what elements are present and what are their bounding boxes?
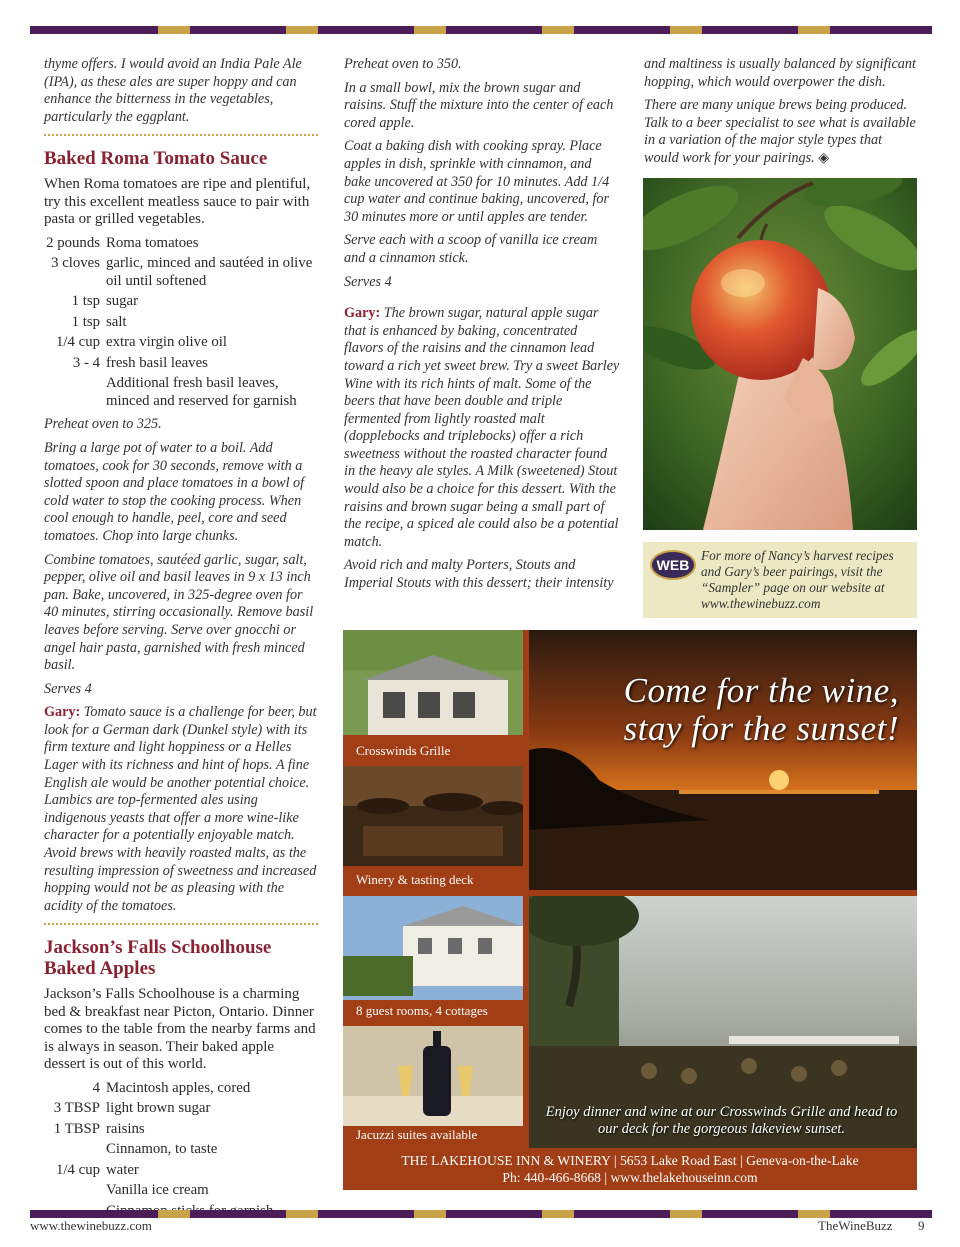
ingredient-row: 1/4 cup extra virgin olive oil <box>56 334 227 351</box>
gary-text: Tomato sauce is a challenge for beer, but look for a German dark (Dunkel style) with its firm texture and light hoppiness or a Helles Lager with its richness and hint of hops. A fine English ale would be another potential choice. Lambics are top-fermented ales using indigenous yeasts that offer a more wine-like character for a potentially enjoyable match. Avoid brews with heavily roasted malts, as the resulting impression of sweetness and increased hopping would not be as pleasing with the acidity of the tomatoes. <box>44 704 317 914</box>
body-paragraph: There are many unique brews being produced. Talk to a beer specialist to see what is available in a variation of the major style types that would work for your pairings. ◈ <box>644 97 916 166</box>
recipe-title-baked-apples: Jackson’s Falls Schoolhouse Baked Apples <box>44 937 272 980</box>
ingredient-row: 1/4 cup water <box>56 1161 139 1178</box>
ad-caption: Crosswinds Grille <box>356 743 451 758</box>
recipe-step: In a small bowl, mix the brown sugar and raisins. Stuff the mixture into the center of each cored apple. <box>344 79 614 131</box>
ad-caption: Jacuzzi suites available <box>356 1127 478 1142</box>
recipe-step: Preheat oven to 350. <box>344 56 462 72</box>
web-info-box <box>643 542 917 618</box>
ingredient-row: 3 cloves garlic, minced and sautéed in olive oil until softened <box>51 255 313 289</box>
guest-rooms-photo <box>343 896 523 1022</box>
footer-website[interactable]: www.thewinebuzz.com <box>30 1218 152 1233</box>
recipe-step: Serve each with a scoop of vanilla ice cream and a cinnamon stick. <box>344 232 598 266</box>
top-border-bar <box>30 26 932 34</box>
gary-pairing-note <box>344 305 620 551</box>
gary-pairing-note <box>44 704 318 915</box>
ingredient-row: 1 tsp sugar <box>71 293 139 310</box>
body-paragraph: and maltiness is usually balanced by significant hopping, which would overpower the dish. <box>644 56 916 90</box>
recipe-title-tomato-sauce: Baked Roma Tomato Sauce <box>44 148 268 170</box>
sunset-photo <box>529 630 917 890</box>
ad-contact-strip <box>343 1148 917 1190</box>
column-right <box>644 56 916 174</box>
recipe-step: Bring a large pot of water to a boil. Add tomatoes, cook for 30 seconds, remove with a slotted spoon and place tomatoes in a bowl of cold water to stop the cooking process. When cool enough to handle, peel, core and seed tomatoes. Chop into large chunks. <box>44 439 305 544</box>
web-badge-icon: WEB <box>650 550 696 580</box>
continued-text: thyme offers. I would avoid an India Pale Ale (IPA), as these ales are super hoppy and can enhance the bitterness in the vegetables, particularly the eggplant. <box>44 56 302 125</box>
ingredient-row: 1 TBSP raisins <box>53 1120 145 1137</box>
ingredient-row: 3 TBSP light brown sugar <box>53 1100 211 1117</box>
ad-caption: Winery & tasting deck <box>356 872 474 887</box>
recipe-step: Preheat oven to 325. <box>44 416 162 433</box>
apple-illustration <box>643 178 917 530</box>
body-paragraph: Avoid rich and malty Porters, Stouts and Imperial Stouts with this dessert; their intensity <box>344 557 614 592</box>
ingredient-list <box>44 235 318 411</box>
gary-text: The brown sugar, natural apple sugar that is enhanced by baking, concentrated flavors of the raisins and the cinnamon lead toward a rich yet sweet brew. Try a sweet Barley Wine with its rich hints of malt. Some of the beers that have been double and triple fermented from lightly roasted malt (dopplebocks and triplebocks) offer a rich sweetness without the roasted character found in the heavy ale styles. A Milk (sweetened) Stout would also be a choice for this dessert. With the raisins and brown sugar being a small part of the recipe, a spiced ale could also be a potential match. <box>344 305 620 550</box>
gary-label: Gary: <box>344 305 381 322</box>
ingredient-row: Vanilla ice cream <box>106 1182 209 1199</box>
tasting-deck-photo <box>343 766 523 890</box>
ingredient-row: 4 Macintosh apples, cored <box>92 1079 251 1096</box>
ad-headline: Come for the wine, stay for the sunset! <box>623 671 899 748</box>
ingredient-row: 1 tsp salt <box>71 313 127 330</box>
page-number: 9 <box>918 1218 925 1233</box>
serves-note: Serves 4 <box>44 680 92 697</box>
web-info-text: For more of Nancy’s harvest recipes and Gary’s beer pairings, visit the “Sampler” page on our website at www.thewinebuzz.com <box>701 548 894 611</box>
dotted-divider <box>44 923 318 925</box>
crosswinds-grille-photo <box>343 630 523 762</box>
ingredient-row: 2 pounds Roma tomatoes <box>46 234 199 251</box>
lakehouse-advertisement <box>343 630 917 1190</box>
column-left <box>44 56 318 1223</box>
end-mark-icon: ◈ <box>818 149 830 166</box>
recipe-step: Combine tomatoes, sautéed garlic, sugar, salt, pepper, olive oil and basil leaves in 9 x 13 inch pan. Bake, uncovered, in 325-degree oven for 40 minutes, stirring occasionally. Remove basil leaves before serving. Serve over gnocchi or angel hair pasta, garnished with fresh minced basil. <box>44 551 314 674</box>
dotted-divider <box>44 134 318 136</box>
ingredient-row: Additional fresh basil leaves, minced and reserved for garnish <box>106 375 297 409</box>
ad-contact-line: THE LAKEHOUSE INN & WINERY | 5653 Lake Road East | Geneva-on-the-Lake <box>401 1153 859 1168</box>
apple-hand-photo <box>643 178 917 530</box>
jacuzzi-suite-photo <box>343 1026 523 1148</box>
ad-contact-line: Ph: 440-466-8668 | www.thelakehouseinn.com <box>502 1170 758 1185</box>
serves-note: Serves 4 <box>344 273 392 290</box>
recipe-step: Coat a baking dish with cooking spray. Place apples in dish, sprinkle with cinnamon, and bake uncovered at 350 for 10 minutes. Add 1/4 cup water and continue baking, uncovered, for 30 minutes more or until apples are tender. <box>344 138 610 225</box>
ad-caption: 8 guest rooms, 4 cottages <box>356 1003 488 1018</box>
ingredient-row: Cinnamon, to taste <box>106 1141 218 1158</box>
recipe-intro: Jackson’s Falls Schoolhouse is a charming bed & breakfast near Picton, Ontario. Dinner comes to the table from the nearby farms and is always in season. Their baked apple dessert is out of this world. <box>44 986 316 1073</box>
ingredient-row: 3 - 4 fresh basil leaves <box>72 354 208 371</box>
bottom-border-bar <box>30 1210 932 1218</box>
column-middle <box>344 56 620 599</box>
ingredient-list <box>44 1080 318 1221</box>
footer-magazine-name: TheWineBuzz <box>818 1218 893 1233</box>
gary-label: Gary: <box>44 704 81 721</box>
ad-tagline: Enjoy dinner and wine at our Crosswinds Grille and head to our deck for the gorgeous lakeview sunset. <box>545 1104 898 1137</box>
recipe-intro: When Roma tomatoes are ripe and plentiful, try this excellent meatless sauce to pair with pasta or grilled vegetables. <box>44 176 311 228</box>
